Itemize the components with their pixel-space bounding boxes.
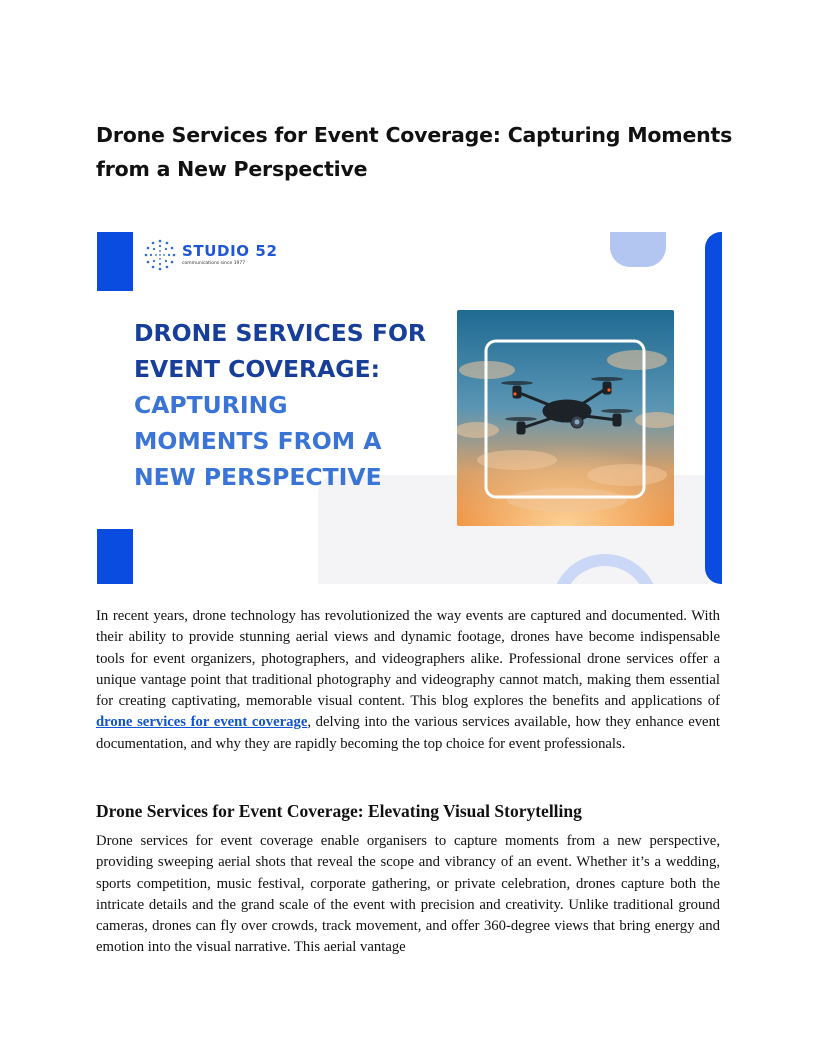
headline-line: DRONE SERVICES FOR xyxy=(134,319,427,347)
banner-headline xyxy=(134,315,464,495)
drone-photo xyxy=(457,310,674,526)
decorative-tab xyxy=(610,232,666,267)
featured-banner-image xyxy=(96,232,722,584)
headline-line: CAPTURING xyxy=(134,391,288,419)
dotted-globe-icon xyxy=(142,237,178,273)
headline-line: NEW PERSPECTIVE xyxy=(134,463,382,491)
accent-bar-bottom-left xyxy=(97,529,133,584)
logo-name: STUDIO 52 xyxy=(182,242,278,260)
accent-bar-top-left xyxy=(97,232,133,291)
headline-line: EVENT COVERAGE: xyxy=(134,355,381,383)
section-heading: Drone Services for Event Coverage: Elevating Visual Storytelling xyxy=(96,801,582,821)
logo-tagline: communications since 1977 xyxy=(182,261,246,266)
headline-line: MOMENTS FROM A xyxy=(134,427,382,455)
drone-services-link[interactable]: drone services for event coverage xyxy=(96,714,308,731)
studio52-logo xyxy=(142,237,278,273)
document-title: Drone Services for Event Coverage: Capturing Moments from a New Perspective xyxy=(96,123,733,181)
accent-bar-right xyxy=(705,232,722,584)
intro-text-start: In recent years, drone technology has revolutionized the way events are captured and documented. With their ability to provide stunning aerial views and dynamic footage, drones have become indispensable tools for event organizers, photographers, and videographers alike. Professional drone services offer a unique vantage point that traditional photography and videography cannot match, making them essential for creating captivating, memorable visual content. This blog explores the benefits and applications of xyxy=(96,608,720,710)
intro-text-end: , delving into the various services available, how they enhance event documentation, and why they are rapidly becoming the top choice for event professionals. xyxy=(96,714,720,752)
section-paragraph: Drone services for event coverage enable organisers to capture moments from a new perspective, providing sweeping aerial shots that reveal the scope and vibrancy of an event. Whether it’s a wedding, sports competition, music festival, corporate gathering, or private celebration, drones capture both the intricate details and the grand scale of the event with precision and creativity. Unlike traditional ground cameras, drones can fly over crowds, track movement, and offer 360-degree views that bring energy and emotion into the visual narrative. This aerial vantage xyxy=(96,833,720,956)
intro-paragraph xyxy=(96,606,720,755)
